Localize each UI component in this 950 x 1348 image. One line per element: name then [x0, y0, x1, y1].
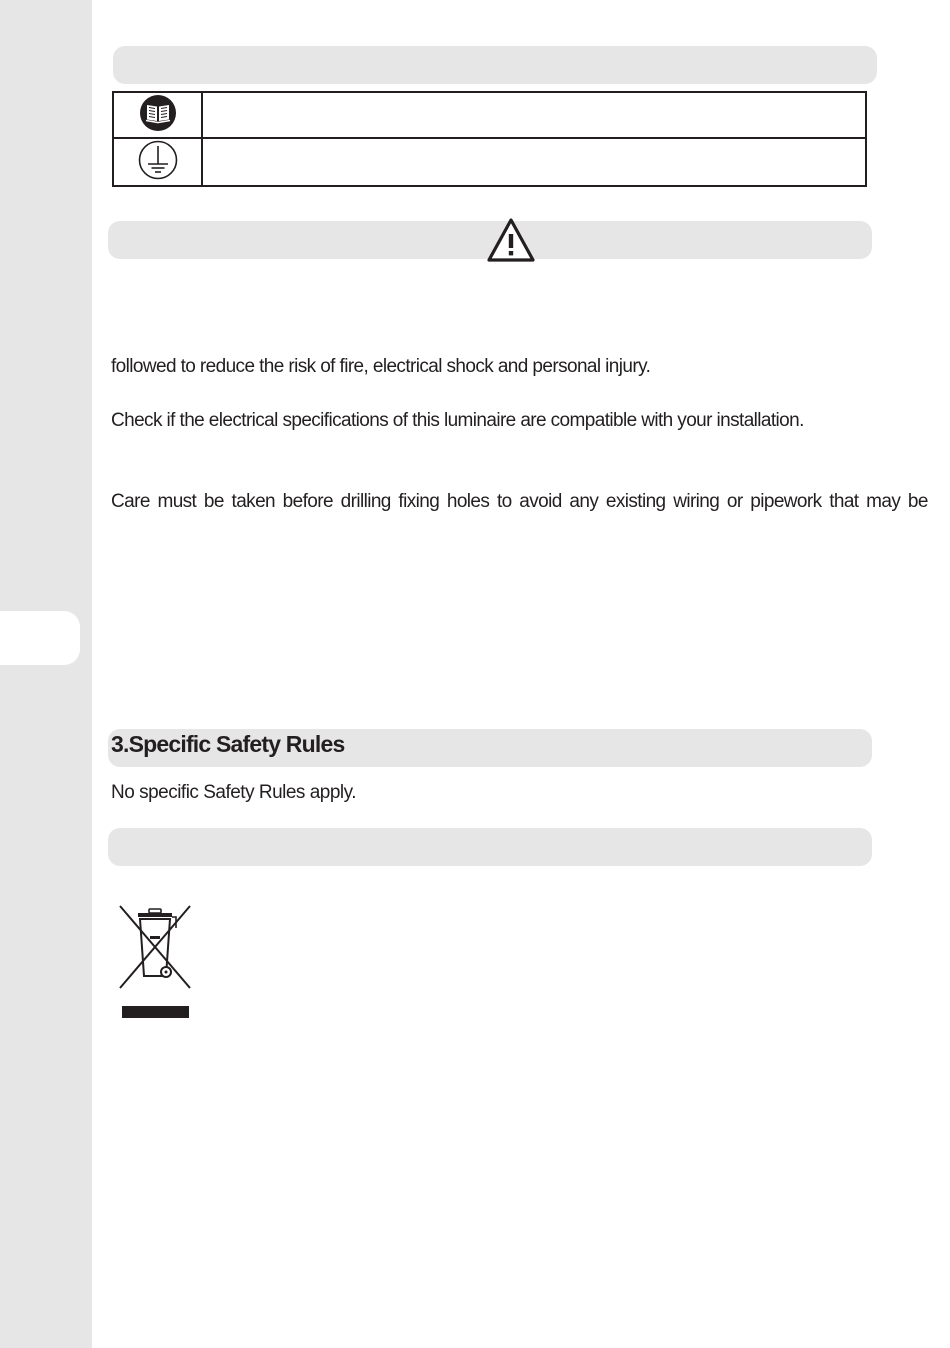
warning-triangle-icon: [486, 217, 536, 263]
section-band-disposal: [108, 828, 872, 866]
section-text: No specific Safety Rules apply.: [111, 782, 356, 803]
symbols-table: [112, 91, 867, 187]
symbol-description: [214, 139, 857, 185]
body-text-line: Care must be taken before drilling fixing holes to avoid any existing wiring or pipework that may be: [111, 491, 928, 512]
read-manual-icon: [139, 94, 177, 137]
body-text-line: followed to reduce the risk of fire, electrical shock and personal injury.: [111, 356, 651, 377]
symbols-table-row: [114, 93, 865, 139]
page-margin-strip: [0, 0, 92, 1348]
section-band-symbols: [113, 46, 877, 84]
body-text-line: Check if the electrical specifications of this luminaire are compatible with your installation.: [111, 410, 804, 431]
crossed-out-wheelie-bin-icon: [116, 902, 194, 1022]
section-heading: 3.Specific Safety Rules: [111, 731, 345, 757]
protective-earth-icon: [138, 140, 178, 185]
page-thumb-tab: [0, 611, 80, 665]
symbol-description: [214, 93, 857, 137]
symbols-table-row: [114, 139, 865, 185]
symbol-cell: [114, 139, 203, 185]
symbol-cell: [114, 93, 203, 137]
